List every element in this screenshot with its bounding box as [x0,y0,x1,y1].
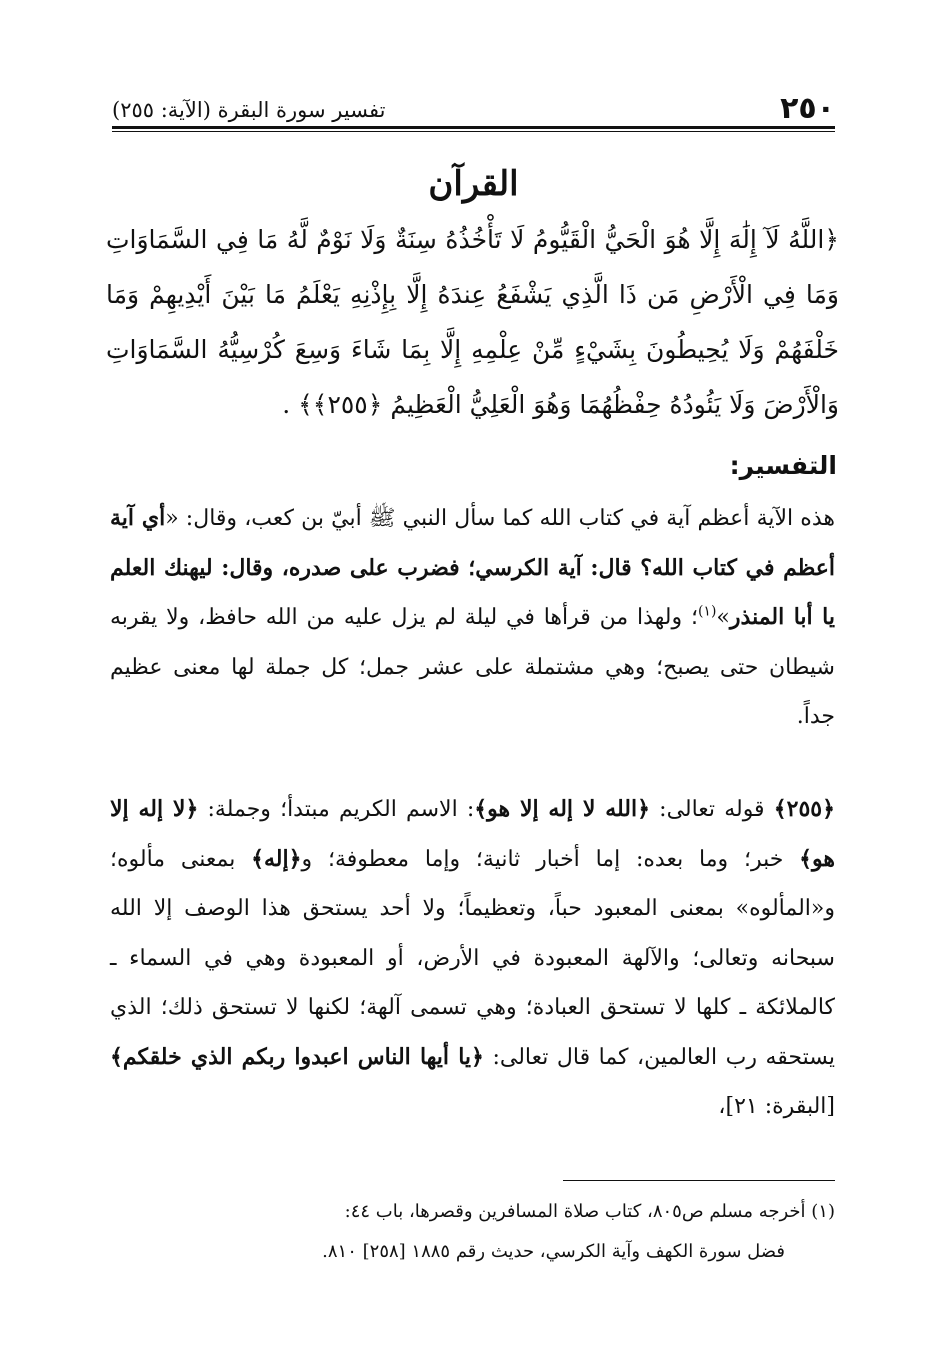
tafsir-paragraph-2 [110,785,835,1132]
tafsir-paragraph-1 [110,494,835,742]
verse-number-marker: ﴿٢٥٥﴾ [773,796,835,822]
text-run: » [716,605,730,630]
bold-quote: ﴿يا أيها الناس اعبدوا ربكم الذي خلقكم﴾ [110,1043,484,1070]
text-run: قوله تعالى: [650,797,774,822]
text-run: هذه الآية أعظم آية في كتاب الله كما سأل النبي ﷺ أبيّ بن كعب، وقال: « [165,506,835,531]
header-rule-thick [112,126,835,129]
bold-quote: ﴿الله لا إله إلا هو﴾ [474,796,650,822]
quran-verse: ﴿اللَّهُ لَآ إِلَٰهَ إِلَّا هُوَ الْحَيُّ الْقَيُّومُ لَا تَأْخُذُهُ سِنَةٌ وَلَا نَوْمٌ لَّهُ مَا فِي السَّمَاوَاتِ وَمَا فِي الْأَرْضِ مَن ذَا الَّذِي يَشْفَعُ عِندَهُ إِلَّا بِإِذْنِهِ يَعْلَمُ مَا بَيْنَ أَيْدِيهِمْ وَمَا خَلْفَهُمْ وَلَا يُحِيطُونَ بِشَيْءٍ مِّنْ عِلْمِهِ إِلَّا بِمَا شَاءَ وَسِعَ كُرْسِيُّهُ السَّمَاوَاتِ وَالْأَرْضَ وَلَا يَئُودُهُ حِفْظُهُمَا وَهُوَ الْعَلِيُّ الْعَظِيمُ ﴿٢٥٥﴾﴾ . [106,225,839,419]
bold-quote: ﴿إله﴾ [251,845,302,872]
footnote-separator [563,1180,835,1181]
footnote-reference: (١) [697,603,717,620]
header-rule-thin [112,131,835,132]
bold-quote: ﴿لا إله إلا هو﴾ [110,796,835,872]
running-header [112,86,835,124]
footnote-line-1: (١) أخرجه مسلم ص٨٠٥، كتاب صلاة المسافرين وقصرها، باب ٤٤: [344,1201,835,1222]
section-title: القرآن [428,164,519,204]
text-run: ؛ ولهذا من قرأها في ليلة لم يزل عليه من الله حافظ، ولا يقربه شيطان حتى يصبح؛ وهي مشتملة على عشر جمل؛ كل جملة لها معنى عظيم جداً. [110,605,835,729]
footnotes [110,1192,835,1272]
page-number: ٢٥٠ [780,91,835,126]
text-run: بمعنى مألوه؛ و«المألوه» بمعنى المعبود حباً، وتعظيماً؛ ولا أحد يستحق هذا الوصف إلا الله سبحانه وتعالى؛ والآلهة المعبودة في الأرض، أو المعبودة وهي في السماء ـ كالملائكة ـ كلها لا تستحق العبادة؛ وهي تسمى آلهة؛ لكنها لا تستحق ذلك؛ الذي يستحقه رب العالمين، كما قال تعالى: [110,846,835,1070]
footnote-line-2: فضل سورة الكهف وآية الكرسي، حديث رقم ١٨٨٥ [٢٥٨] ٨١٠. [322,1241,785,1262]
text-run: : الاسم الكريم مبتدأ؛ وجملة: [198,797,475,822]
bold-hadith-text: أي آية أعظم في كتاب الله؟ قال: آية الكرسي؛ فضرب على صدره، وقال: ليهنك العلم يا أبا المنذر [110,505,835,630]
running-title: تفسير سورة البقرة (الآية: ٢٥٥) [112,98,386,122]
text-run: خبر؛ وما بعده: إما أخبار ثانية؛ وإما معطوفة؛ و [301,846,800,872]
tafsir-heading: التفسير: [729,451,837,480]
text-run: [البقرة: ٢١]، [718,1094,835,1119]
